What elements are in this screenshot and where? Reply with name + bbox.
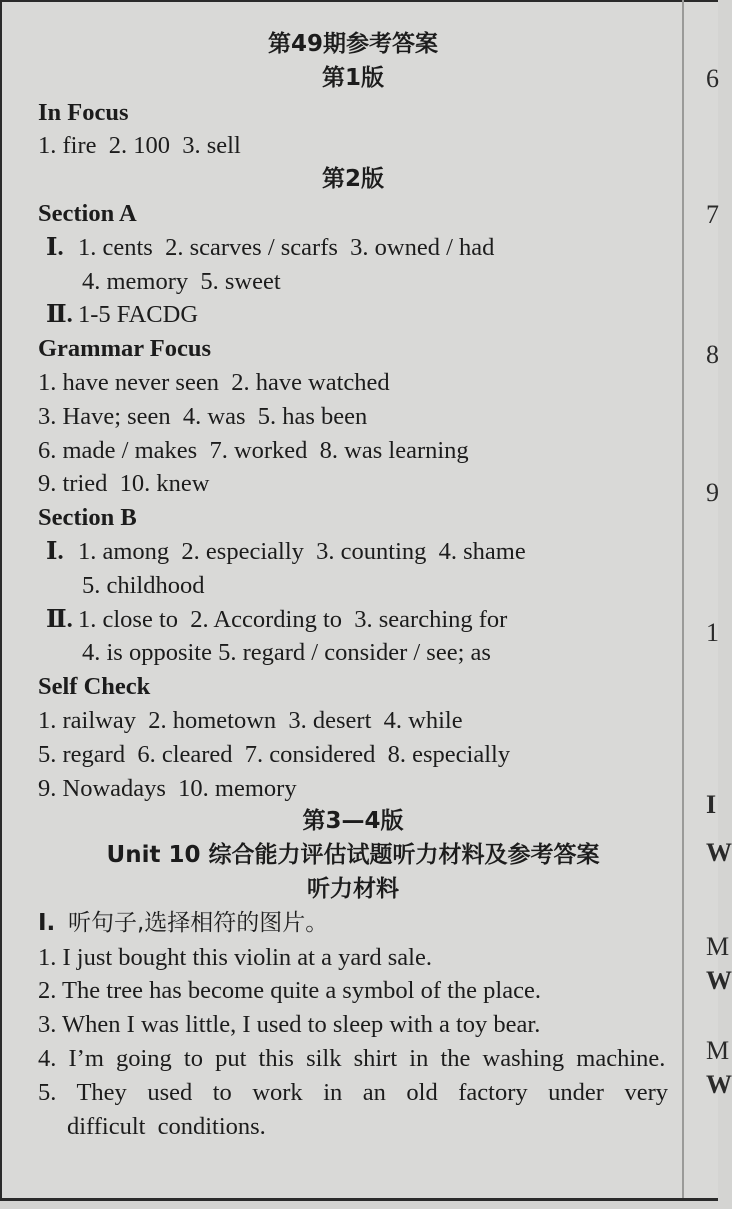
listening-sentence: 5. They used to work in an old factory under very difficult conditions. xyxy=(38,1078,668,1140)
bottom-rule xyxy=(0,1198,718,1201)
roman-numeral: Ⅰ. xyxy=(46,233,64,261)
right-column-fragment: 7 xyxy=(706,200,719,229)
listening-subtitle: 听力材料 xyxy=(307,875,399,902)
right-column-fragment: I xyxy=(706,790,717,819)
section-b-label: Section B xyxy=(38,504,137,532)
answers: 1. among 2. especially 3. counting 4. shame xyxy=(78,537,526,565)
answers: 1-5 FACDG xyxy=(78,301,199,329)
in-focus-label: In Focus xyxy=(38,98,129,126)
section-a-label: Section A xyxy=(38,199,137,227)
section-b-part2-line2: 4. is opposite 5. regard / consider / see; as xyxy=(82,639,491,667)
listening-sentence: 4. I’m going to put this silk shirt in the washing machine. xyxy=(38,1044,666,1072)
grammar-focus-line: 6. made / makes 7. worked 8. was learning xyxy=(38,436,469,464)
listening-sentence: 3. When I was little, I used to sleep with a toy bear. xyxy=(38,1011,541,1039)
part1-instruction xyxy=(38,907,668,941)
grammar-focus-line: 3. Have; seen 4. was 5. has been xyxy=(38,402,368,430)
answers: 1. cents 2. scarves / scarfs 3. owned / had xyxy=(78,233,495,261)
grammar-focus-line: 9. tried 10. knew xyxy=(38,470,210,498)
section-a-part1-line1 xyxy=(38,231,668,265)
roman-numeral: Ⅱ. xyxy=(46,301,73,329)
self-check-line: 5. regard 6. cleared 7. considered 8. especially xyxy=(38,740,511,768)
roman-numeral: Ⅱ. xyxy=(46,605,73,633)
page1-heading: 第1版 xyxy=(321,64,384,91)
right-column-fragment: W xyxy=(706,966,732,995)
right-column-fragment: M xyxy=(706,1036,730,1065)
right-column-fragment: 8 xyxy=(706,340,719,369)
right-column-fragment: 1 xyxy=(706,618,719,647)
section-a-part2-line1 xyxy=(38,298,668,332)
right-column-fragment: W xyxy=(706,838,732,867)
issue-title: 第49期参考答案 xyxy=(267,31,438,57)
page34-heading: 第3—4版 xyxy=(302,808,404,835)
in-focus-answers: 1. fire 2. 100 3. sell xyxy=(38,132,241,160)
unit-title: Unit 10 综合能力评估试题听力材料及参考答案 xyxy=(106,842,600,869)
answers: 1. close to 2. According to 3. searching for xyxy=(78,605,508,633)
right-column-fragment: W xyxy=(706,1070,732,1099)
roman-numeral: Ⅰ. xyxy=(46,537,64,565)
page2-heading: 第2版 xyxy=(321,166,384,193)
answer-column xyxy=(38,28,668,1143)
instruction-text: 听句子,选择相符的图片。 xyxy=(68,909,329,936)
section-b-part1-line1 xyxy=(38,535,668,569)
self-check-label: Self Check xyxy=(38,673,151,701)
self-check-line: 1. railway 2. hometown 3. desert 4. while xyxy=(38,706,463,734)
right-column-fragment: 9 xyxy=(706,478,719,507)
section-a-part1-line2: 4. memory 5. sweet xyxy=(82,267,281,295)
column-divider xyxy=(682,0,684,1198)
roman-numeral: Ⅰ. xyxy=(38,909,56,936)
grammar-focus-line: 1. have never seen 2. have watched xyxy=(38,368,390,396)
grammar-focus-label: Grammar Focus xyxy=(38,335,212,363)
listening-sentence: 2. The tree has become quite a symbol of the place. xyxy=(38,977,541,1005)
section-b-part1-line2: 5. childhood xyxy=(82,571,205,599)
listening-sentence: 1. I just bought this violin at a yard sale. xyxy=(38,943,432,971)
right-column-fragment: M xyxy=(706,932,730,961)
section-b-part2-line1 xyxy=(38,603,668,637)
self-check-line: 9. Nowadays 10. memory xyxy=(38,774,297,802)
right-column-fragment: 6 xyxy=(706,64,719,93)
